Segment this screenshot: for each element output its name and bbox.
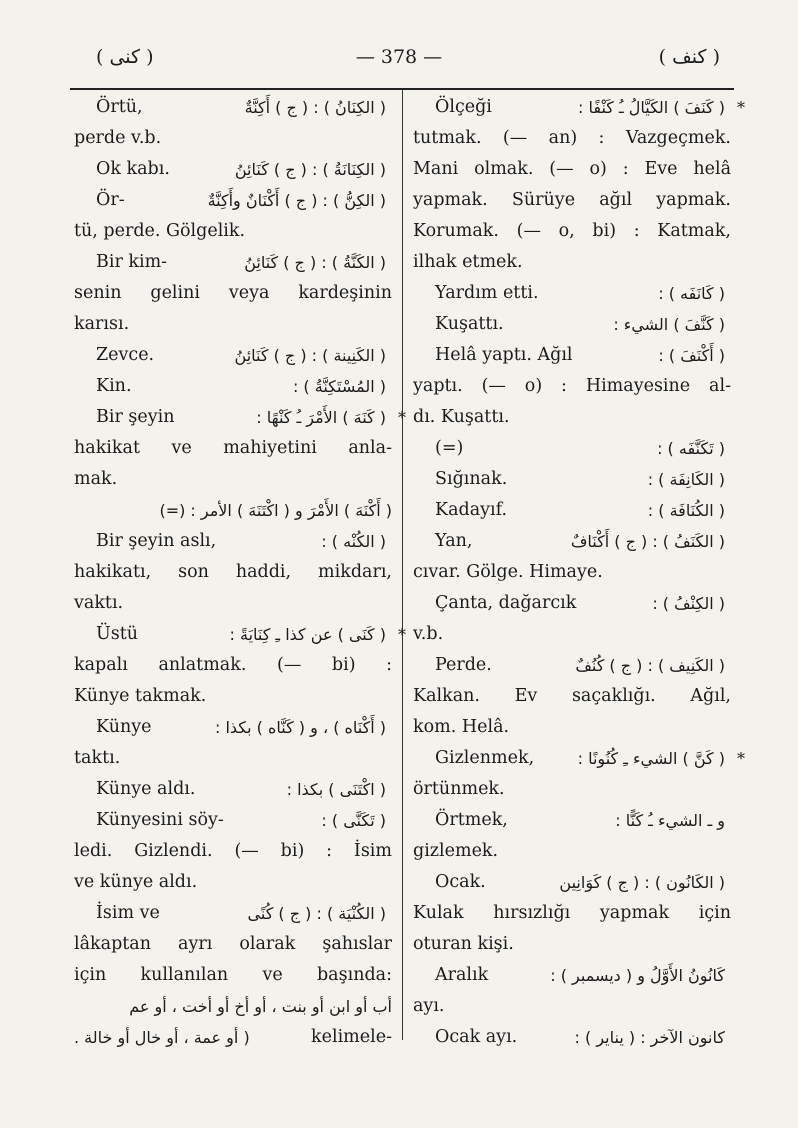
entry-line: [74, 619, 406, 650]
entry-line: [74, 371, 392, 402]
turkish-definition: mak.: [74, 469, 118, 489]
entry-line: [413, 929, 731, 960]
turkish-definition: hakikatı, son haddi, mikdarı,: [74, 562, 392, 582]
entry-line: [74, 712, 392, 743]
entry-line: [74, 588, 392, 619]
entry-line: [413, 743, 745, 774]
arabic-headword: ( الكِنْفُ ) :: [652, 594, 725, 613]
turkish-definition: Künyesini söy-: [96, 810, 224, 830]
arabic-headword: ( أو عمة ، أو خال أو خالة .: [74, 1028, 250, 1047]
entry-line: [413, 433, 731, 464]
entry-line: [413, 216, 731, 247]
turkish-definition: karısı.: [74, 314, 130, 334]
turkish-definition: perde v.b.: [74, 128, 162, 148]
turkish-definition: Perde.: [435, 655, 492, 675]
entry-line: [413, 836, 731, 867]
turkish-definition: tü, perde. Gölgelik.: [74, 221, 246, 241]
column-divider: [402, 90, 403, 1040]
entry-line: [74, 154, 392, 185]
arabic-headword: كَانُونُ الأَوَّلُ و ( ديسمبر ) :: [550, 966, 725, 985]
entry-line: [413, 154, 731, 185]
turkish-definition: yapmak. Sürüye ağıl yapmak.: [413, 190, 731, 210]
entry-line: [413, 650, 731, 681]
entry-line: [74, 495, 392, 526]
entry-line: [74, 774, 392, 805]
arabic-headword: ( كَنَّفَ ) الشيء :: [613, 315, 725, 334]
turkish-definition: Ocak ayı.: [435, 1027, 518, 1047]
arabic-headword: ( أَكْنَهَ ) الأَمْرَ و ( اكْتَنَهَ ) الأمر : (=): [159, 501, 392, 520]
entry-line: [413, 526, 731, 557]
turkish-definition: Mani olmak. (— o) : Eve helâ: [413, 159, 731, 179]
turkish-definition: gizlemek.: [413, 841, 499, 861]
turkish-definition: (=): [435, 438, 464, 458]
arabic-headword: ( تَكَنَّفَه ) :: [657, 439, 725, 458]
turkish-definition: kom. Helâ.: [413, 717, 510, 737]
turkish-definition: Kuşattı.: [435, 314, 504, 334]
entry-line: [413, 619, 731, 650]
entry-line: [74, 340, 392, 371]
turkish-definition: Kalkan. Ev saçaklığı. Ağıl,: [413, 686, 731, 706]
header-right-keyword: ( كنف ): [658, 46, 720, 68]
entry-line: [413, 495, 731, 526]
turkish-definition: ve künye aldı.: [74, 872, 198, 892]
arabic-headword: ( كَنَّ ) الشيء ـِ كُنُونًا :: [577, 749, 725, 768]
turkish-definition: senin gelini veya kardeşinin: [74, 283, 392, 303]
entry-line: [74, 836, 392, 867]
arabic-headword: ( الكُنْه ) :: [321, 532, 386, 551]
turkish-definition: tutmak. (— an) : Vazgeçmek.: [413, 128, 731, 148]
arabic-headword: ( كَانَفَه ) :: [658, 284, 725, 303]
entry-line: [74, 929, 392, 960]
arabic-headword: ( الكِنُّ ) : ( ج ) أَكْنَانٌ وأَكِنَّةٌ: [207, 191, 386, 210]
entry-line: [413, 712, 731, 743]
left-column: [74, 92, 406, 1053]
entry-line: [413, 960, 731, 991]
turkish-definition: Örtü,: [96, 97, 143, 117]
entry-line: [74, 309, 392, 340]
arabic-headword: ( الكَنَّةُ ) : ( ج ) كَنَائِنُ: [244, 253, 386, 272]
turkish-definition: Ölçeği: [435, 97, 492, 117]
arabic-headword: ( الكِنَانَةُ ) : ( ج ) كَنَائِنُ: [234, 160, 386, 179]
page-number: — 378 —: [355, 46, 443, 68]
arabic-headword: ( الكَانِفَة ) :: [647, 470, 725, 489]
entry-line: [74, 216, 392, 247]
entry-line: [74, 278, 392, 309]
entry-line: [74, 526, 392, 557]
entry-line: [413, 867, 731, 898]
entry-line: [413, 1022, 731, 1053]
entry-line: [74, 650, 392, 681]
entry-line: [74, 464, 392, 495]
turkish-definition: ilhak etmek.: [413, 252, 523, 272]
entry-line: [74, 743, 392, 774]
turkish-definition: yaptı. (— o) : Himayesine al-: [413, 376, 731, 396]
turkish-definition: dı. Kuşattı.: [413, 407, 510, 427]
turkish-definition: Çanta, dağarcık: [435, 593, 577, 613]
arabic-headword: ( أَكْنَاه ) ، و ( كَنَّاه ) بكذا :: [214, 718, 386, 737]
root-marker: *: [398, 625, 406, 644]
arabic-headword: ( الكِنَانُ ) : ( ج ) أَكِنَّةٌ: [244, 98, 386, 117]
entry-line: [74, 898, 392, 929]
turkish-definition: Kin.: [96, 376, 132, 396]
entry-line: [413, 557, 731, 588]
entry-line: [413, 991, 731, 1022]
entry-line: [74, 185, 392, 216]
arabic-headword: ( الكَنَفُ ) : ( ج ) أَكْنَافٌ: [570, 532, 725, 551]
entry-line: [74, 247, 392, 278]
entry-line: [413, 340, 731, 371]
turkish-definition: Ok kabı.: [96, 159, 170, 179]
turkish-definition: Künye takmak.: [74, 686, 207, 706]
arabic-headword: ( أَكْنَفَ ) :: [658, 346, 725, 365]
turkish-definition: Helâ yaptı. Ağıl: [435, 345, 573, 365]
turkish-definition: Kadayıf.: [435, 500, 508, 520]
turkish-definition: Bir şeyin aslı,: [96, 531, 217, 551]
turkish-definition: Kulak hırsızlığı yapmak için: [413, 903, 731, 923]
turkish-definition: örtünmek.: [413, 779, 505, 799]
turkish-definition: cıvar. Gölge. Himaye.: [413, 562, 603, 582]
entry-line: [74, 805, 392, 836]
turkish-definition: Aralık: [435, 965, 489, 985]
entry-line: [413, 247, 731, 278]
entry-line: [74, 433, 392, 464]
turkish-definition: için kullanılan ve başında:: [74, 965, 392, 985]
turkish-definition: Sığınak.: [435, 469, 508, 489]
turkish-definition: Ör-: [96, 190, 125, 210]
turkish-definition: Künye: [96, 717, 152, 737]
arabic-headword: ( الكَنِيف ) : ( ج ) كُنُفٌ: [575, 656, 725, 675]
entry-line: [74, 1022, 392, 1053]
turkish-definition: kapalı anlatmak. (— bi) :: [74, 655, 392, 675]
entry-line: [413, 278, 731, 309]
entry-line: [413, 681, 731, 712]
entry-line: [413, 92, 745, 123]
arabic-headword: ( كَنَهَ ) الأَمْرَ ـُ كَنْهًا :: [256, 408, 386, 427]
turkish-definition: Zevce.: [96, 345, 155, 365]
turkish-definition: Yardım etti.: [435, 283, 539, 303]
arabic-headword: كانون الآخر : ( يناير ) :: [574, 1028, 725, 1047]
turkish-definition: lâkaptan ayrı olarak şahıslar: [74, 934, 392, 954]
turkish-definition: Bir kim-: [96, 252, 168, 272]
entry-line: [74, 681, 392, 712]
entry-line: [74, 92, 392, 123]
entry-line: [74, 123, 392, 154]
entry-line: [413, 123, 731, 154]
entry-line: [413, 371, 731, 402]
entry-line: [413, 774, 731, 805]
arabic-headword: ( كَنَى ) عن كذا ـِ كِنَايَةً :: [229, 625, 386, 644]
turkish-definition: Yan,: [435, 531, 473, 551]
turkish-definition: v.b.: [413, 624, 444, 644]
root-marker: *: [737, 98, 745, 117]
entry-line: [413, 805, 731, 836]
turkish-definition: Künye aldı.: [96, 779, 196, 799]
turkish-definition: Örtmek,: [435, 810, 508, 830]
arabic-headword: ( الكُنَافَة ) :: [647, 501, 725, 520]
arabic-headword: ( اكْتَنَى ) بكذا :: [286, 780, 386, 799]
header-left-keyword: ( كنى ): [96, 46, 154, 68]
turkish-definition: kelimele-: [311, 1027, 392, 1047]
turkish-definition: Gizlenmek,: [435, 748, 535, 768]
arabic-headword: و ـ الشيء ـُ كَنًّا :: [615, 811, 725, 830]
arabic-headword: ( المُسْتَكِنَّةُ ) :: [292, 377, 386, 396]
entry-line: [413, 402, 731, 433]
arabic-headword: ( الكُنْيَة ) : ( ج ) كُنًى: [247, 904, 386, 923]
entry-line: [74, 402, 406, 433]
turkish-definition: taktı.: [74, 748, 121, 768]
entry-line: [74, 960, 392, 991]
turkish-definition: ledi. Gizlendi. (— bi) : İsim: [74, 841, 392, 861]
arabic-headword: ( تَكَنَّى ) :: [321, 811, 386, 830]
turkish-definition: ayı.: [413, 996, 445, 1016]
arabic-headword: ( الكَانُون ) : ( ج ) كَوَانِين: [559, 873, 725, 892]
entry-line: [413, 898, 731, 929]
turkish-definition: Üstü: [96, 624, 139, 644]
entry-line: [74, 991, 392, 1022]
entry-line: [74, 867, 392, 898]
arabic-headword: ( كَنَفَ ) الكَيَّالُ ـُ كَنْفًا :: [578, 98, 725, 117]
turkish-definition: İsim ve: [96, 903, 160, 923]
entry-line: [413, 185, 731, 216]
root-marker: *: [737, 749, 745, 768]
turkish-definition: Korumak. (— o, bi) : Katmak,: [413, 221, 731, 241]
entry-line: [413, 588, 731, 619]
turkish-definition: Ocak.: [435, 872, 486, 892]
entry-line: [74, 557, 392, 588]
entry-line: [413, 464, 731, 495]
root-marker: *: [398, 408, 406, 427]
right-column: [413, 92, 745, 1053]
turkish-definition: vaktı.: [74, 593, 124, 613]
arabic-headword: ( الكَنِينة ) : ( ج ) كَنَائِنُ: [234, 346, 386, 365]
turkish-definition: Bir şeyin: [96, 407, 175, 427]
arabic-headword: أب أو ابن أو بنت ، أو أخ أو أخت ، أو عم: [129, 997, 392, 1016]
turkish-definition: hakikat ve mahiyetini anla-: [74, 438, 392, 458]
entry-line: [413, 309, 731, 340]
turkish-definition: oturan kişi.: [413, 934, 514, 954]
